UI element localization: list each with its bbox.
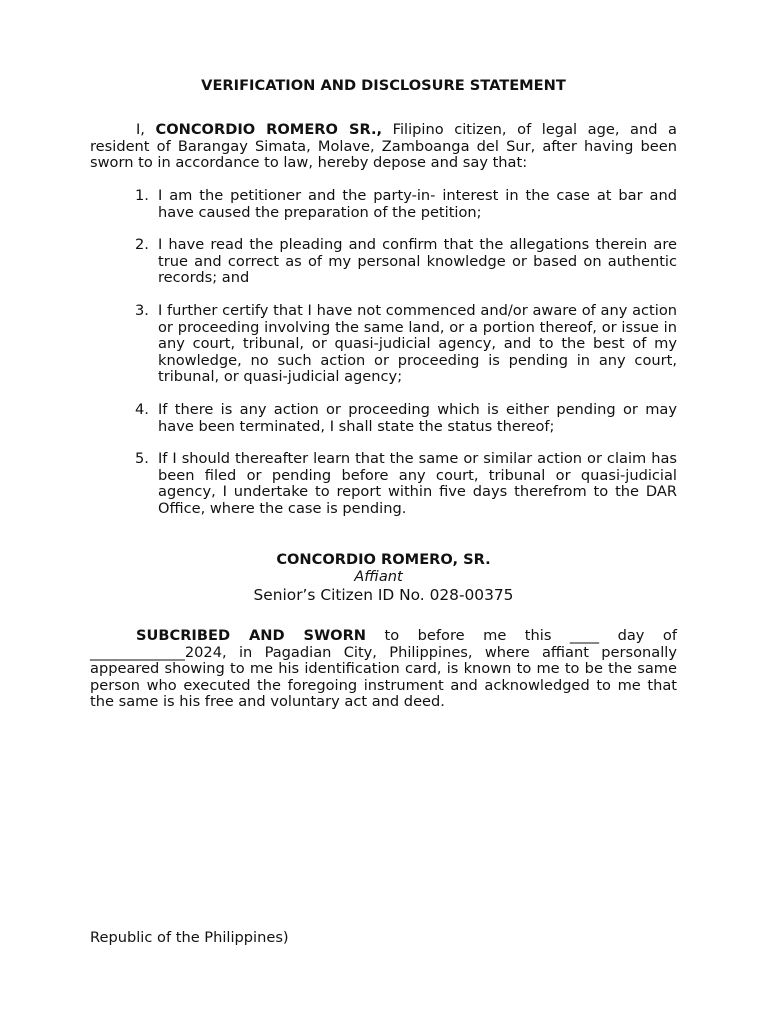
list-item-number: 3. bbox=[135, 301, 149, 319]
list-item bbox=[90, 402, 677, 435]
list-item-text: If there is any action or proceeding which is either pending or may have been terminated, I shall state the status thereof; bbox=[158, 400, 677, 435]
signature-role: Affiant bbox=[354, 567, 403, 585]
list-item bbox=[90, 451, 677, 517]
list-item-text: I am the petitioner and the party-in- interest in the case at bar and have caused the preparation of the petition; bbox=[158, 187, 677, 221]
intro-prefix: I, bbox=[136, 121, 156, 138]
list-item-number: 5. bbox=[135, 450, 149, 468]
signature-id-line: Senior’s Citizen ID No. 028-00375 bbox=[253, 586, 514, 605]
document-page bbox=[90, 0, 677, 1024]
intro-body: Filipino citizen, of legal age, and a resident of Barangay Simata, Molave, Zamboanga del Sur, after having been sworn to in accordance to law, hereby depose and say that: bbox=[90, 121, 677, 172]
list-item-text: I have read the pleading and confirm that the allegations therein are true and correct as of my personal knowledge or based on authentic records; and bbox=[158, 236, 677, 287]
list-item-number: 4. bbox=[135, 400, 149, 418]
intro-affiant-name: CONCORDIO ROMERO SR., bbox=[155, 121, 383, 138]
footer-venue-line: Republic of the Philippines) bbox=[90, 929, 289, 946]
list-item-number: 1. bbox=[135, 187, 149, 204]
intro-paragraph bbox=[90, 122, 677, 172]
document-title: VERIFICATION AND DISCLOSURE STATEMENT bbox=[201, 77, 566, 94]
signature-block bbox=[90, 552, 677, 604]
list-item bbox=[90, 237, 677, 287]
list-item-text: I further certify that I have not commenced and/or aware of any action or proceeding involving the same land, or a portion thereof, or issue in any court, tribunal, or quasi-judicial agency, and to the best of my knowledge, no such action or proceeding is pending in any court, tribunal, or quasi-judicial agency; bbox=[158, 301, 677, 386]
list-item-number: 2. bbox=[135, 236, 149, 254]
list-item-text: If I should thereafter learn that the same or similar action or claim has been filed or pending before any court, tribunal or quasi-judicial agency, I undertake to report within five days therefrom to the DAR Office, where the case is pending. bbox=[158, 450, 677, 517]
list-item bbox=[90, 188, 677, 221]
statement-list bbox=[90, 188, 677, 534]
signature-name: CONCORDIO ROMERO, SR. bbox=[276, 551, 491, 568]
jurat-lead: SUBCRIBED AND SWORN bbox=[136, 627, 367, 644]
jurat-paragraph bbox=[90, 628, 677, 711]
list-item bbox=[90, 303, 677, 386]
jurat-body: to before me this ____ day of _____________2024, in Pagadian City, Philippines, where affiant personally appeared showing to me his identification card, is known to me to be the same person who executed the foregoing instrument and acknowledged to me that the same is his free and voluntary act and deed. bbox=[90, 627, 677, 711]
